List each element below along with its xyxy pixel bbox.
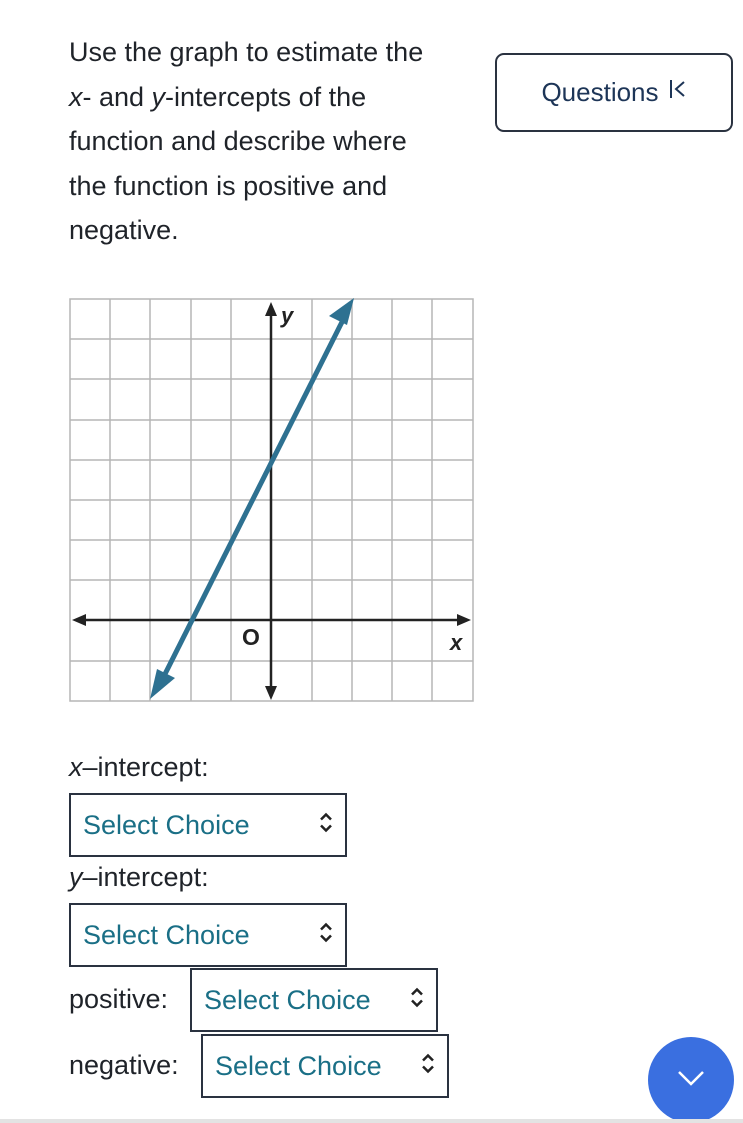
negative-label: negative: — [69, 1050, 179, 1080]
y-intercept-label — [69, 862, 209, 893]
select-arrows-icon — [319, 920, 333, 951]
question-prompt — [69, 30, 489, 253]
questions-button[interactable] — [495, 53, 733, 132]
select-arrows-icon — [421, 1051, 435, 1082]
y-var: y — [69, 862, 83, 892]
function-graph — [69, 298, 475, 704]
prompt-line-1: Use the graph to estimate the — [69, 37, 424, 67]
positive-select-value: Select Choice — [204, 984, 371, 1015]
prompt-line-5: negative. — [69, 215, 179, 245]
positive-label: positive: — [69, 984, 169, 1014]
y-intercept-select-value: Select Choice — [83, 919, 250, 950]
y-intercept-text: –intercept: — [82, 862, 209, 892]
x-intercept-select[interactable] — [69, 793, 347, 857]
negative-select-value: Select Choice — [215, 1050, 382, 1081]
select-arrows-icon — [319, 810, 333, 841]
prompt-text: - and — [82, 81, 152, 112]
prompt-line-3: function and describe where — [69, 126, 407, 156]
x-var: x — [69, 81, 83, 112]
x-intercept-text: –intercept: — [82, 752, 209, 782]
origin-label: O — [242, 624, 260, 650]
questions-button-label: Questions — [541, 77, 659, 107]
chevron-down-icon — [676, 1069, 706, 1092]
x-intercept-select-value: Select Choice — [83, 809, 250, 840]
positive-select[interactable] — [190, 968, 438, 1032]
prompt-text: -intercepts of the — [165, 81, 367, 112]
scroll-down-button[interactable] — [648, 1037, 734, 1123]
negative-select[interactable] — [201, 1034, 449, 1098]
divider — [0, 1119, 743, 1123]
prompt-line-2 — [69, 75, 489, 120]
x-axis-label: x — [450, 630, 463, 655]
y-axis-label: y — [281, 303, 294, 328]
y-var: y — [151, 81, 166, 112]
prompt-line-4: the function is positive and — [69, 170, 388, 201]
x-intercept-label — [69, 752, 209, 783]
x-var: x — [69, 752, 83, 782]
y-intercept-select[interactable] — [69, 903, 347, 967]
select-arrows-icon — [410, 985, 424, 1016]
collapse-left-icon — [669, 77, 687, 108]
y-axis — [265, 302, 277, 700]
